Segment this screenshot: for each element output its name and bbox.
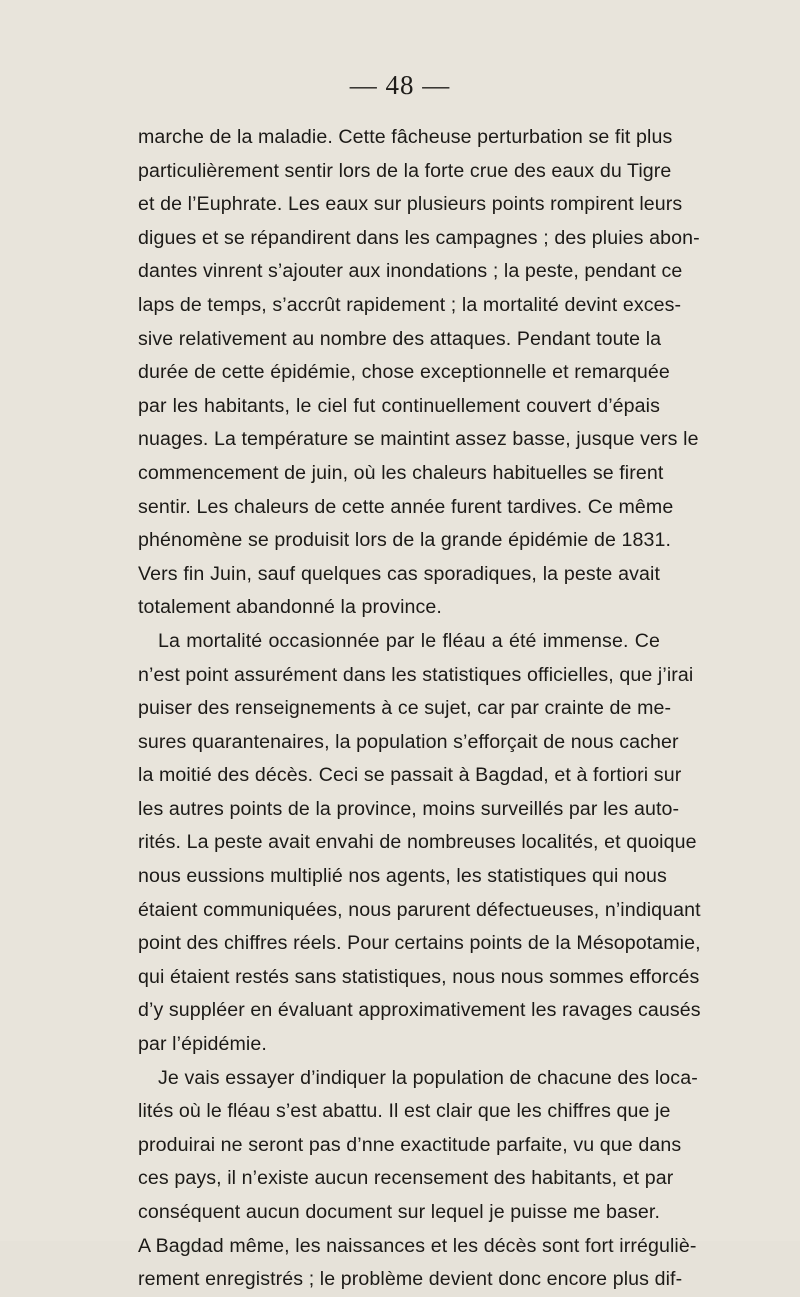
text-line: n’est point assurément dans les statistiques officielles, que j’irai: [138, 663, 694, 686]
text-line: et de l’Euphrate. Les eaux sur plusieurs points rompirent leurs: [138, 193, 683, 216]
text-line: étaient communiquées, nous parurent défectueuses, n’indiquant: [138, 898, 701, 921]
text-line: point des chiffres réels. Pour certains points de la Mésopotamie,: [138, 932, 701, 955]
text-line: marche de la maladie. Cette fâcheuse perturbation se fit plus: [138, 126, 673, 148]
text-line: par les habitants, le ciel fut continuellement couvert d’épais: [138, 394, 660, 417]
text-line: commencement de juin, où les chaleurs habituelles se firent: [138, 461, 664, 484]
text-line: puiser des renseignements à ce sujet, car par crainte de me-: [138, 697, 672, 720]
text-line: laps de temps, s’accrût rapidement ; la mortalité devint exces-: [138, 293, 682, 316]
text-line: Vers fin Juin, sauf quelques cas sporadiques, la peste avait: [138, 562, 660, 585]
text-line: particulièrement sentir lors de la forte crue des eaux du Tigre: [138, 159, 672, 182]
text-line: lités où le fléau s’est abattu. Il est clair que les chiffres que je: [138, 1100, 671, 1123]
page-number: — 48 —: [349, 70, 451, 100]
text-line: conséquent aucun document sur lequel je puisse me baser.: [138, 1201, 660, 1223]
body-text: [138, 121, 701, 1297]
text-line: les autres points de la province, moins surveillés par les auto-: [138, 797, 680, 820]
text-line: d’y suppléer en évaluant approximativement les ravages causés: [138, 999, 701, 1022]
text-line: dantes vinrent s’ajouter aux inondations ; la peste, pendant ce: [138, 260, 683, 283]
text-line: La mortalité occasionnée par le fléau a été immense. Ce: [158, 629, 660, 652]
text-line: par l’épidémie.: [138, 1033, 267, 1056]
text-line: sures quarantenaires, la population s’efforçait de nous cacher: [138, 730, 679, 753]
text-line: sive relativement au nombre des attaques. Pendant toute la: [138, 327, 662, 350]
text-line: produirai ne seront pas d’nne exactitude parfaite, vu que dans: [138, 1133, 682, 1156]
text-line: Je vais essayer d’indiquer la population de chacune des loca-: [158, 1066, 698, 1089]
text-line: nuages. La température se maintint assez basse, jusque vers le: [138, 428, 699, 451]
text-line: rités. La peste avait envahi de nombreuses localités, et quoique: [138, 831, 697, 854]
text-line: ces pays, il n’existe aucun recensement des habitants, et par: [138, 1167, 674, 1190]
text-line: la moitié des décès. Ceci se passait à Bagdad, et à fortiori sur: [138, 764, 682, 787]
text-line: A Bagdad même, les naissances et les décès sont fort irréguliè-: [138, 1234, 697, 1257]
text-line: qui étaient restés sans statistiques, nous nous sommes efforcés: [138, 965, 700, 988]
text-line: nous eussions multiplié nos agents, les statistiques qui nous: [138, 865, 667, 888]
text-line: phénomène se produisit lors de la grande épidémie de 1831.: [138, 529, 672, 552]
text-line: durée de cette épidémie, chose exceptionnelle et remarquée: [138, 361, 670, 384]
text-line: digues et se répandirent dans les campagnes ; des pluies abon-: [138, 226, 700, 249]
text-line: sentir. Les chaleurs de cette année furent tardives. Ce même: [138, 495, 674, 518]
text-line: rement enregistrés ; le problème devient donc encore plus dif-: [138, 1268, 683, 1291]
text-line: totalement abandonné la province.: [138, 596, 442, 619]
